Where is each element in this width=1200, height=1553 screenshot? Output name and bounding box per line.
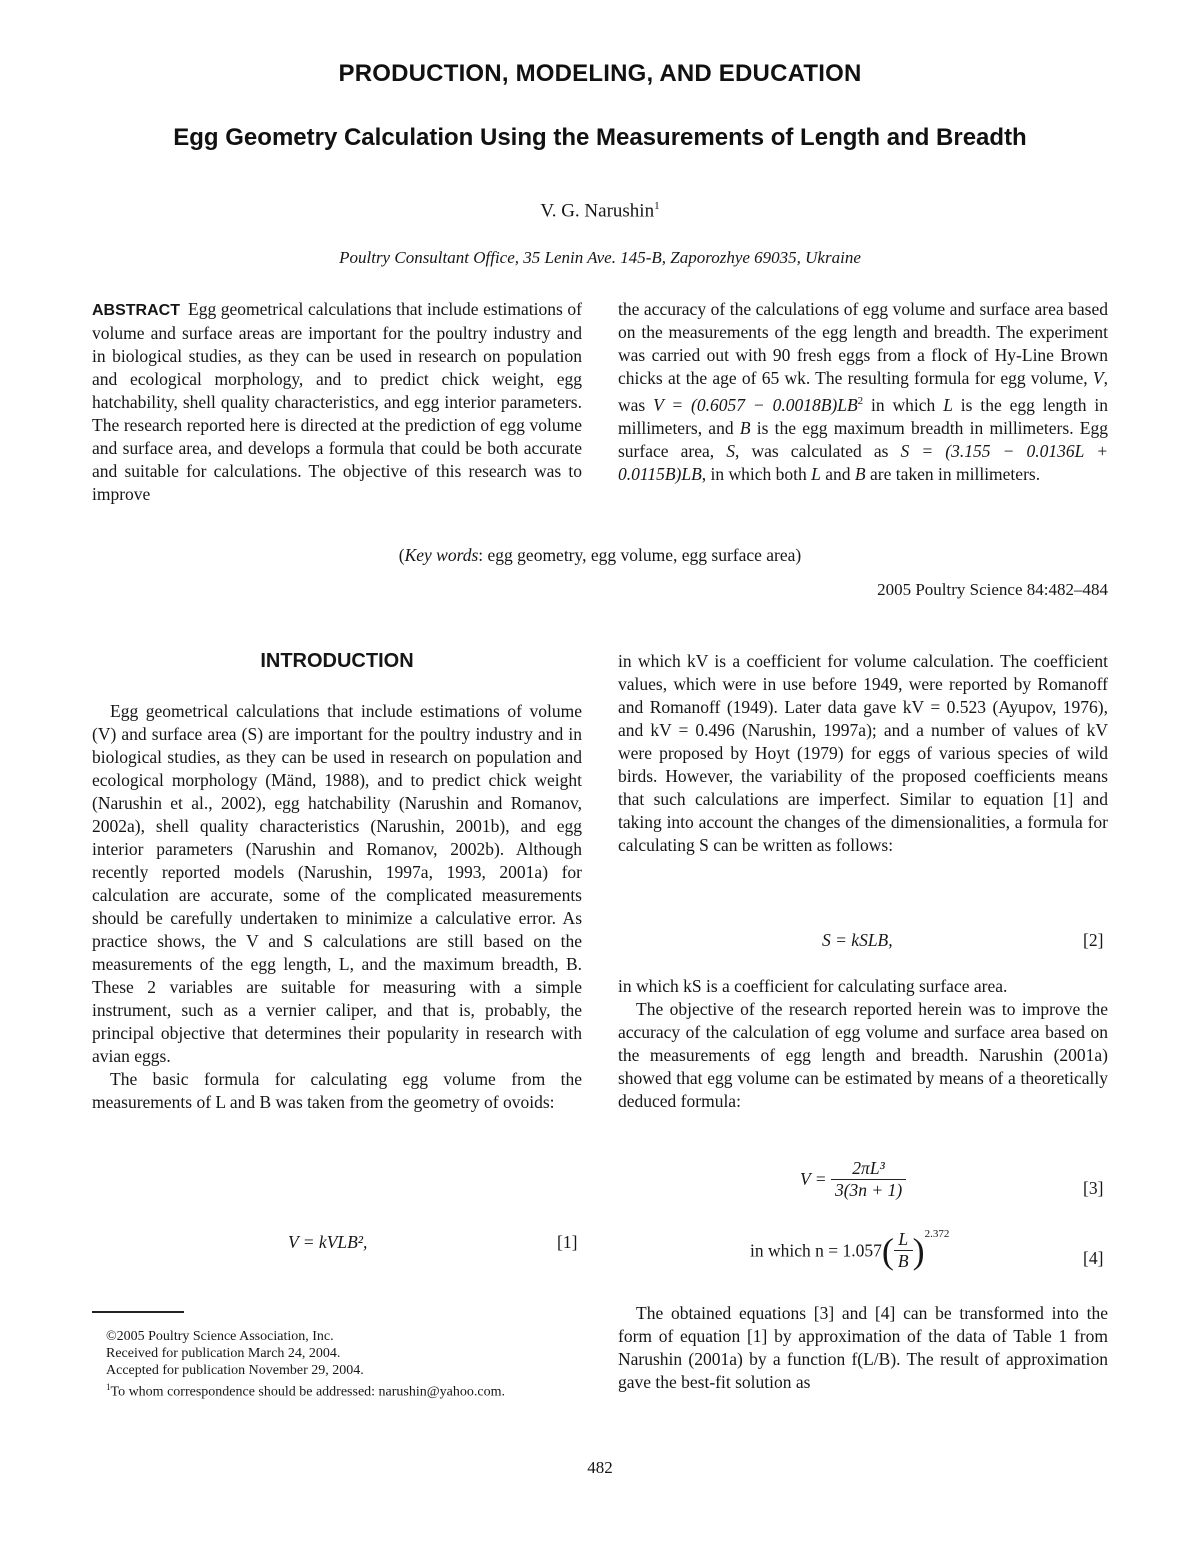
keywords-label: Key words xyxy=(404,545,479,565)
paper-title: Egg Geometry Calculation Using the Measurements of Length and Breadth xyxy=(173,124,1027,151)
equation-3-lhs: V = xyxy=(800,1169,827,1189)
right-paragraph-1: in which kV is a coefficient for volume calculation. The coefficient values, which were in use before 1949, were reported by Romanoff and Romanoff (1949). Later data gave kV = 0.523 (Ayupov, 1976), and kV = 0.496 (Narushin, 1997a); and a number of values of kV were proposed by Hoyt (1979) for eggs of various species of wild birds. However, the variability of the proposed coefficients means that such calculations are imperfect. Similar to equation [1] and taking into account the changes of the dimensionalities, a formula for calculating S can be written as follows: xyxy=(618,651,1108,855)
right-paragraph-2: in which kS is a coefficient for calculating surface area. xyxy=(618,976,1008,996)
footnotes xyxy=(92,1328,582,1401)
footnote-accepted: Accepted for publication November 29, 2004. xyxy=(106,1363,364,1378)
equation-1-number: [1] xyxy=(557,1232,578,1252)
footnote-copyright: ©2005 Poultry Science Association, Inc. xyxy=(106,1329,334,1344)
abstract-surface-formula: S = (3.155 − 0.0136L + 0.0115B)LB xyxy=(618,440,1108,484)
journal-reference: 2005 Poultry Science 84:482–484 xyxy=(877,580,1108,599)
equation-2-number: [2] xyxy=(1083,930,1104,950)
equation-4-number: [4] xyxy=(1083,1248,1104,1268)
equation-4-fraction xyxy=(894,1229,913,1272)
abstract-volume-formula: V = (0.6057 − 0.0018B)LB xyxy=(653,394,858,415)
abstract-right: the accuracy of the calculations of egg volume and surface area based on the measurements of the egg length and breadth. The experiment was carried out with 90 fresh eggs from a flock of Hy-Line Brown chicks at the age of 65 wk. The resulting formula for egg volume, V, was $V = (0.6057 - 0.0018B)LB^2$ in which L is the egg length in millimeters, and B is the egg maximum breadth in millimeters. Egg surface area, S, was calculated as S = (3.155 − 0.0136L + 0.0115B)LB, in which both L and B are taken in millimeters. xyxy=(618,299,1108,484)
footnote-correspondence xyxy=(92,1379,582,1401)
footnote-rule xyxy=(92,1311,184,1313)
intro-paragraph-1: Egg geometrical calculations that include estimations of volume (V) and surface area (S) are important for the poultry industry and in biological studies, as they can be used in research on population and ecological morphology (Mänd, 1988), and to predict chick weight (Narushin et al., 2002), egg hatchability (Narushin and Romanov, 2002a), shell quality characteristics (Narushin, 2001b), and egg interior parameters (Narushin and Romanov, 2002b). Although recently reported models (Narushin, 1997a, 1993, 2001a) for calculation are accurate, some of the complicated measurements should be carefully undertaken to minimize a calculative error. As practice shows, the V and S calculations are still based on the measurements of the egg length, L, and the maximum breadth, B. These 2 variables are suitable for measuring with a simple instrument, such as a vernier caliper, and that is, probably, the principal objective that determines their popularity in research with avian eggs. xyxy=(92,701,582,1066)
equation-3-fraction xyxy=(831,1158,906,1201)
intro-right-column-top xyxy=(618,650,1108,857)
equation-3-number: [3] xyxy=(1083,1178,1104,1198)
introduction-heading: INTRODUCTION xyxy=(260,650,414,672)
abstract-left-text: Egg geometrical calculations that include estimations of volume and surface areas are important for the poultry industry and in biological studies, as they can be used in research on population and ecological morphology, and to predict chick weight, egg hatchability, shell quality characteristics, and egg interior parameters. The research reported here is directed at the prediction of egg volume and surface area, and develops a formula that could be both accurate and suitable for calculations. The objective of this research was to improve xyxy=(92,299,582,504)
footnote-correspondence-text: To whom correspondence should be addressed: narushin@yahoo.com. xyxy=(110,1384,505,1400)
abstract-right-text-6: , was calculated as xyxy=(735,440,901,461)
abstract-left xyxy=(92,298,582,506)
abstract-right-text-9: are taken in millimeters. xyxy=(865,463,1041,484)
right-paragraph-3: The objective of the research reported herein was to improve the accuracy of the calculation of egg volume and surface area based on the measurements of egg length and breadth. Narushin (2001a) showed that egg volume can be estimated by means of a theoretically deduced formula: xyxy=(618,999,1108,1111)
right-paragraph-4: The obtained equations [3] and [4] can be transformed into the form of equation [1] by approximation of the data of Table 1 from Narushin (2001a) by a function f(L/B). The result of approximation gave the best-fit solution as xyxy=(618,1303,1108,1392)
equation-4-prefix: in which n = 1.057 xyxy=(750,1240,882,1261)
abstract-right-text-8: and xyxy=(820,463,855,484)
equation-4: in which n = 1.057( $\frac{L}{B}$ )$^{2.372}$ xyxy=(750,1228,950,1272)
abstract-right-text-4: is the egg length in millimeters, and xyxy=(618,394,1108,438)
equation-3 xyxy=(800,1158,906,1201)
equation-4-numerator: L xyxy=(894,1229,913,1251)
abstract-right-text-2: , was xyxy=(618,368,1108,415)
author-name: V. G. Narushin xyxy=(540,200,655,222)
equation-3-denominator: 3(3n + 1) xyxy=(834,1180,903,1200)
abstract-label: ABSTRACT xyxy=(92,302,180,319)
abstract-right-text-3: in which xyxy=(863,394,944,415)
section-heading: PRODUCTION, MODELING, AND EDUCATION xyxy=(338,60,862,87)
equation-3-numerator: 2πL³ xyxy=(831,1158,906,1180)
intro-left-column xyxy=(92,700,582,1114)
keywords-text: : egg geometry, egg volume, egg surface area) xyxy=(478,545,802,565)
keywords: (Key words: egg geometry, egg volume, egg surface area) xyxy=(398,545,802,565)
footnote-received: Received for publication March 24, 2004. xyxy=(106,1346,341,1361)
intro-right-column-bottom xyxy=(618,1302,1108,1394)
abstract-right-text-7: , in which both xyxy=(701,463,812,484)
intro-paragraph-2: The basic formula for calculating egg volume from the measurements of L and B was taken from the geometry of ovoids: xyxy=(92,1069,582,1112)
intro-right-column-mid xyxy=(618,975,1108,1113)
equation-2: S = kSLB, xyxy=(822,930,893,950)
footnote-marker: 1 xyxy=(106,1382,111,1392)
equation-4-denominator: B xyxy=(897,1251,909,1272)
author-line xyxy=(0,200,1200,222)
abstract-right-text-1: the accuracy of the calculations of egg volume and surface area based on the measurements of the egg length and breadth. The experiment was carried out with 90 fresh eggs from a flock of Hy-Line Brown chicks at the age of 65 wk. The resulting formula for egg volume, xyxy=(618,299,1108,388)
affiliation: Poultry Consultant Office, 35 Lenin Ave. 145-B, Zaporozhye 69035, Ukraine xyxy=(339,248,861,267)
equation-4-exponent: 2.372 xyxy=(924,1228,950,1240)
page-number: 482 xyxy=(587,1458,613,1477)
abstract-right-text-5: is the egg maximum breadth in millimeters. Egg surface area, xyxy=(618,417,1108,461)
author-footnote-marker: 1 xyxy=(654,200,660,212)
equation-1: V = kVLB², xyxy=(288,1232,368,1252)
